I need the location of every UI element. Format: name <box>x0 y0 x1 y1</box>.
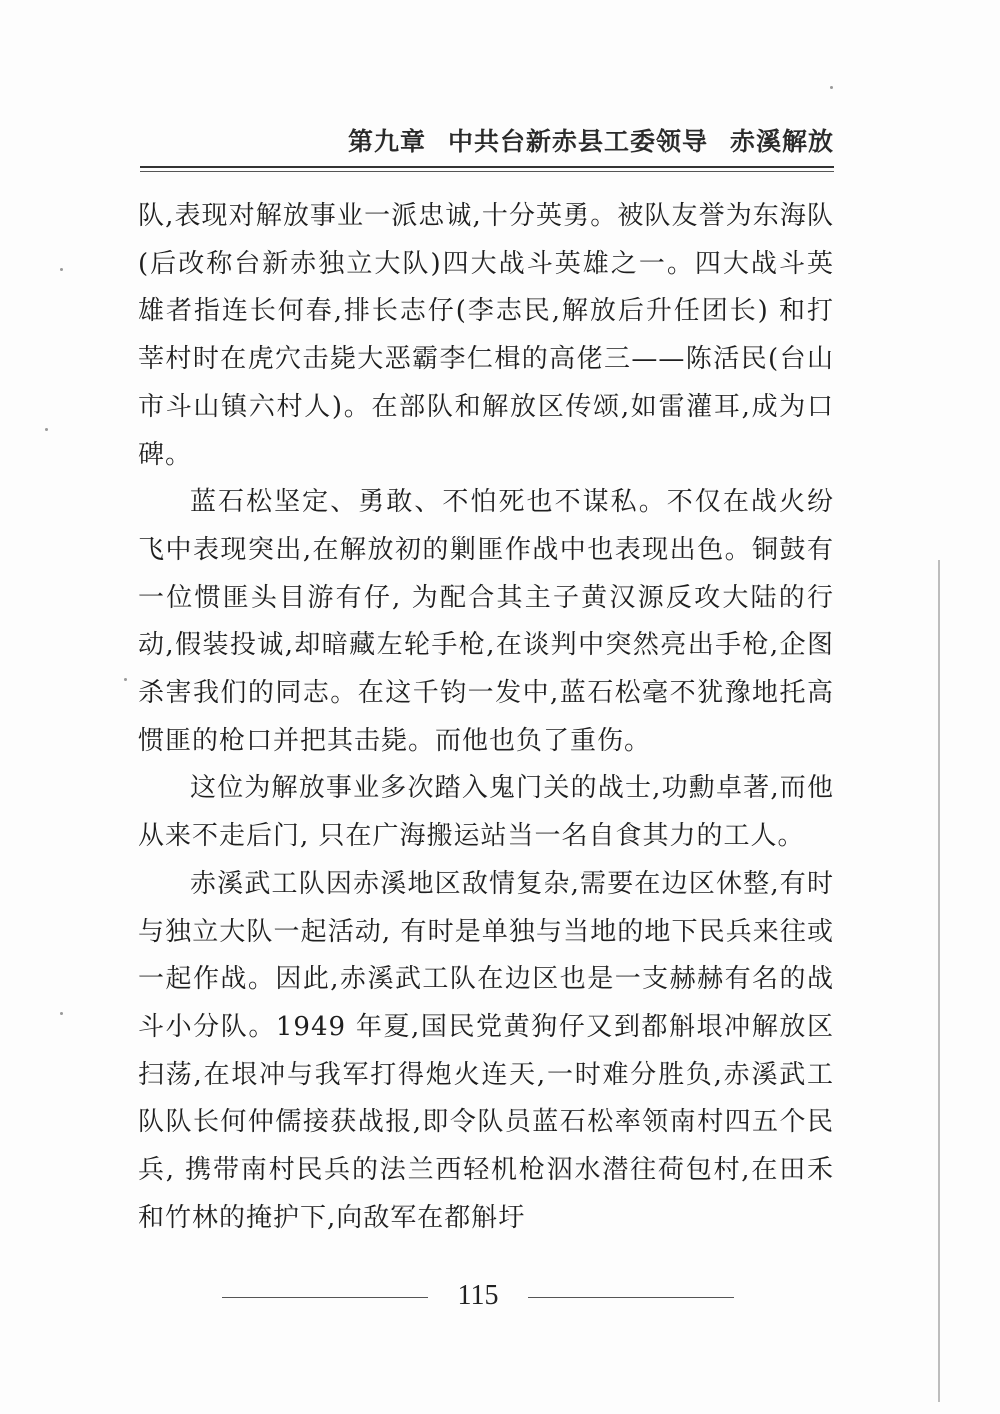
header-title-main: 中共台新赤县工委领导 <box>447 127 708 156</box>
paragraph: 这位为解放事业多次踏入鬼门关的战士,功勳卓著,而他从来不走后门, 只在广海搬运站当一名自食其力的工人。 <box>138 773 834 852</box>
header-title-tail: 赤溪解放 <box>729 127 834 156</box>
scan-speck <box>124 678 127 681</box>
running-header <box>140 122 834 162</box>
paragraph-continued: 队,表现对解放事业一派忠诚,十分英勇。被队友誉为东海队(后改称台新赤独立大队)四大战斗英雄之一。四大战斗英雄者指连长何春,排长志仔(李志民,解放后升任团长) 和打莘村时在虎穴击毙大恶霸李仁楫的高佬三——陈活民(台山市斗山镇六村人)。在部队和解放区传颂,如雷灌耳,成为口碑。 <box>138 201 834 470</box>
header-chapter: 第九章 <box>347 127 426 156</box>
footer-rule-left <box>222 1297 428 1298</box>
page-number: 115 <box>457 1280 499 1311</box>
scan-speck <box>60 1012 63 1015</box>
body-text <box>138 193 834 1242</box>
scan-speck <box>830 86 833 89</box>
scan-speck <box>45 428 48 431</box>
page-footer <box>0 1276 1000 1316</box>
header-rule-thin <box>140 171 834 172</box>
scan-speck <box>60 268 63 271</box>
paragraph: 赤溪武工队因赤溪地区敌情复杂,需要在边区休整,有时与独立大队一起活动, 有时是单独与当地的地下民兵来往或一起作战。因此,赤溪武工队在边区也是一支赫赫有名的战斗小分队。1949 年夏,国民党黄狗仔又到都斛垠冲解放区扫荡,在垠冲与我军打得炮火连天,一时难分胜负,赤溪武工队队长何仲儒接获战报,即令队员蓝石松率领南村四五个民兵, 携带南村民兵的法兰西轻机枪泅水潜往荷包村,在田禾和竹林的掩护下,向敌军在都斛圩 <box>138 868 834 1233</box>
paragraph: 蓝石松坚定、勇敢、不怕死也不谋私。不仅在战火纷飞中表现突出,在解放初的剿匪作战中也表现出色。铜鼓有一位惯匪头目游有仔, 为配合其主子黄汉源反攻大陆的行动,假装投诚,却暗藏左轮手枪,在谈判中突然亮出手枪,企图杀害我们的同志。在这千钧一发中,蓝石松毫不犹豫地托高惯匪的枪口并把其击毙。而他也负了重伤。 <box>138 487 834 756</box>
footer-rule-right <box>528 1297 734 1298</box>
header-rule-thick <box>140 166 834 168</box>
